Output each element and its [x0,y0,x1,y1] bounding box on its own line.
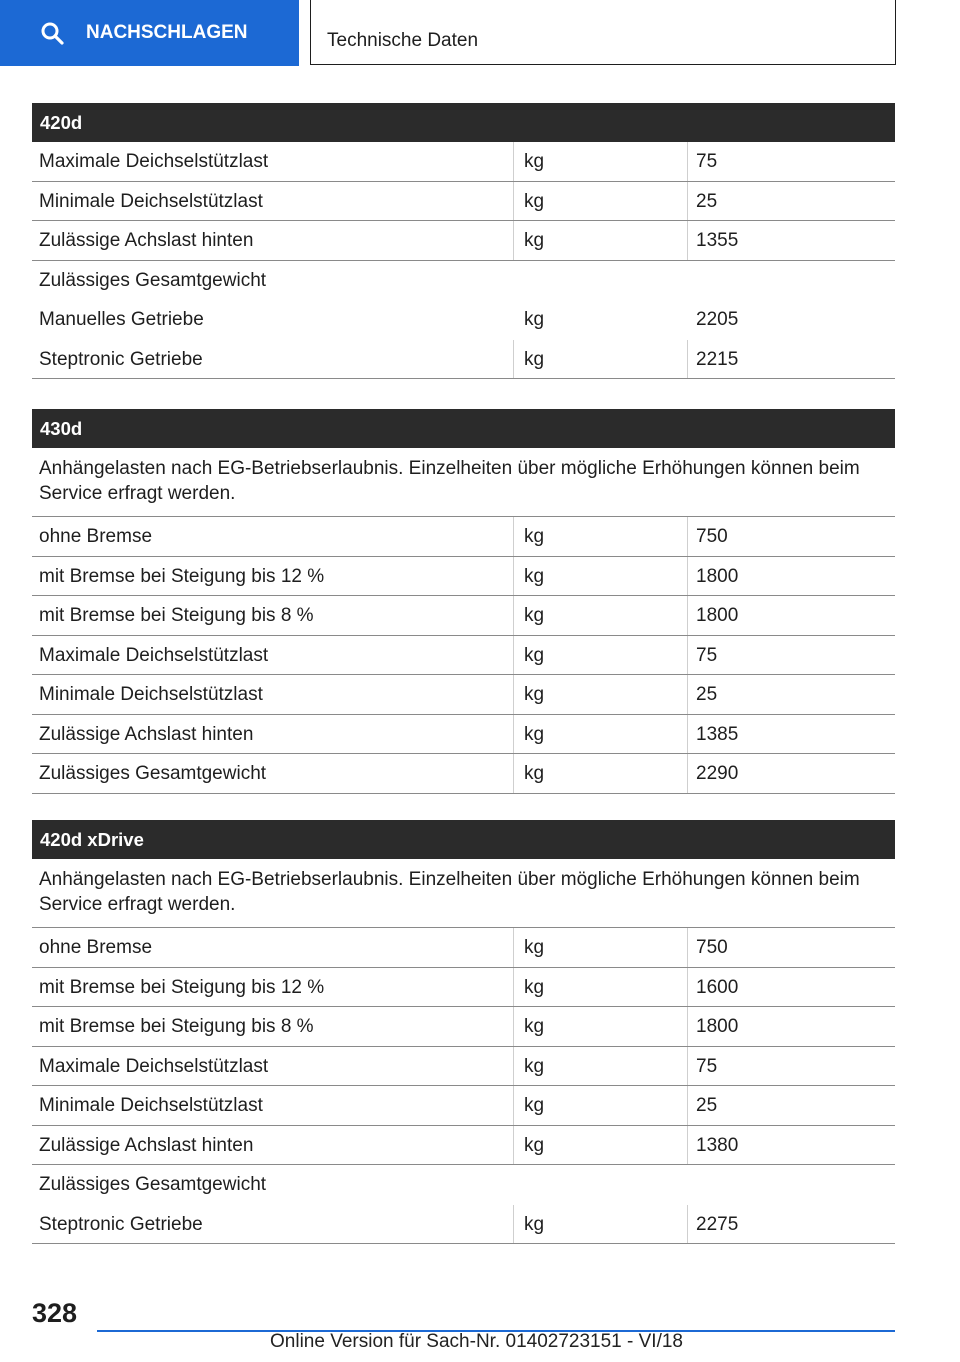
row-unit: kg [513,182,687,221]
row-value [687,1165,895,1205]
table-row [32,261,895,301]
row-label: Zulässiges Gesamtgewicht [39,763,267,784]
table-row [32,142,895,182]
row-unit: kg [513,340,687,379]
row-label: mit Bremse bei Steigung bis 12 % [39,976,325,998]
table-row [32,300,895,340]
row-label: mit Bremse bei Steigung bis 8 % [39,605,314,626]
row-unit: kg [513,715,687,754]
table-row [32,340,895,380]
row-unit: kg [524,309,545,330]
table-row [32,1007,895,1047]
table-row [32,754,895,794]
section-title: 420d [32,103,895,142]
row-unit: kg [513,596,687,635]
row-label: Steptronic Getriebe [39,1213,203,1235]
row-label: Maximale Deichselstützlast [39,1055,269,1077]
nav-label: NACHSCHLAGEN [86,22,248,43]
table-row [32,557,895,597]
row-label: Zulässiges Gesamtgewicht [39,1174,267,1195]
row-value: 2205 [696,309,739,330]
row-value: 2290 [687,754,895,793]
row-unit: kg [513,754,687,793]
table-row [32,1086,895,1126]
row-label: Minimale Deichselstützlast [39,684,263,705]
row-value: 25 [687,1086,895,1125]
table-row [32,1047,895,1087]
row-unit: kg [513,221,687,260]
table-row [32,968,895,1008]
row-label: Maximale Deichselstützlast [39,644,269,666]
row-value: 750 [687,928,895,967]
section-430d [32,409,895,794]
row-unit: kg [513,557,687,596]
row-value: 75 [687,1047,895,1086]
row-label: Maximale Deichselstützlast [39,151,269,172]
table-row [32,675,895,715]
page-header [0,0,960,66]
row-unit: kg [513,675,687,714]
section-title: 430d [32,409,895,448]
table-row [32,1165,895,1205]
row-value: 1355 [687,221,895,260]
row-unit: kg [513,142,687,181]
row-label: Manuelles Getriebe [39,309,204,330]
row-value: 1800 [687,596,895,635]
row-label: ohne Bremse [39,937,153,958]
search-icon [40,21,64,45]
row-value: 25 [687,182,895,221]
row-value: 75 [687,142,895,181]
section-note: Anhängelasten nach EG-Betriebserlaubnis. Einzelheiten über mögliche Erhöhungen können beim Service erfragt werden. [32,448,895,517]
row-value: 2275 [687,1205,895,1244]
row-unit: kg [513,1007,687,1046]
row-label: mit Bremse bei Steigung bis 8 % [39,1016,314,1037]
row-label: ohne Bremse [39,526,153,547]
row-unit [513,261,687,301]
row-label: Zulässige Achslast hinten [39,1134,254,1156]
nachschlagen-button[interactable] [0,0,299,66]
row-label: Minimale Deichselstützlast [39,190,263,212]
page-number: 328 [32,1298,78,1328]
row-unit: kg [513,928,687,967]
section-420d-xdrive [32,820,895,1244]
row-value: 75 [687,636,895,675]
row-unit: kg [513,1126,687,1165]
row-value: 1380 [687,1126,895,1165]
row-label: Steptronic Getriebe [39,348,203,370]
row-unit: kg [513,968,687,1007]
table-row [32,636,895,676]
chapter-title: Technische Daten [310,0,896,65]
row-label: mit Bremse bei Steigung bis 12 % [39,565,325,587]
table-row [32,596,895,636]
table-row [32,1205,895,1245]
row-value: 2215 [687,340,895,379]
footer-text: Online Version für Sach-Nr. 01402723151 - VI/18 [270,1331,683,1352]
table-row [32,221,895,261]
row-unit: kg [513,1086,687,1125]
row-value: 1800 [687,1007,895,1046]
row-label: Zulässige Achslast hinten [39,230,254,251]
section-note: Anhängelasten nach EG-Betriebserlaubnis. Einzelheiten über mögliche Erhöhungen können beim Service erfragt werden. [32,859,895,928]
row-value: 1385 [687,715,895,754]
row-label: Zulässige Achslast hinten [39,723,254,745]
section-title: 420d xDrive [32,820,895,859]
row-unit [513,1165,687,1205]
table-row [32,928,895,968]
row-value: 1600 [687,968,895,1007]
table-row [32,182,895,222]
row-label: Zulässiges Gesamtgewicht [39,269,267,291]
row-value: 1800 [687,557,895,596]
table-row [32,517,895,557]
row-label: Minimale Deichselstützlast [39,1095,263,1116]
table-row [32,715,895,755]
row-unit: kg [513,1205,687,1244]
section-420d [32,103,895,379]
row-unit: kg [513,1047,687,1086]
row-unit: kg [513,636,687,675]
table-row [32,1126,895,1166]
row-unit: kg [513,517,687,556]
row-value: 25 [687,675,895,714]
row-value [687,261,895,301]
row-value: 750 [687,517,895,556]
